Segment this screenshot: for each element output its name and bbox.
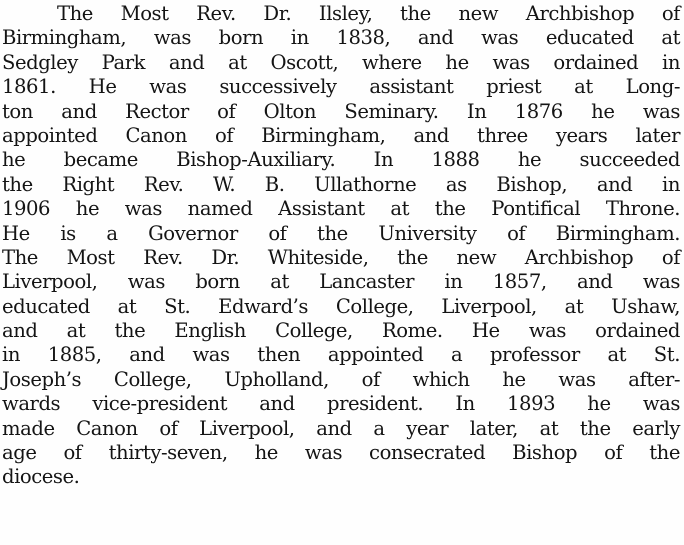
text-line: age of thirty-seven, he was consecrated Bishop of the: [2, 441, 680, 465]
text-line: Joseph’s College, Upholland, of which he was after-: [2, 367, 680, 391]
text-line: made Canon of Liverpool, and a year later, at the early: [2, 416, 680, 440]
text-line: The Most Rev. Dr. Ilsley, the new Archbishop of: [57, 2, 680, 25]
text-line: wards vice-president and president. In 1893 he was: [2, 392, 680, 416]
text-line: the Right Rev. W. B. Ullathorne as Bishop, and in: [2, 172, 680, 196]
text-line: he became Bishop-Auxiliary. In 1888 he succeeded: [2, 148, 680, 172]
text-line: and at the English College, Rome. He was ordained: [2, 319, 680, 343]
text-line: diocese.: [2, 465, 80, 489]
text-line: The Most Rev. Dr. Whiteside, the new Archbishop of: [2, 245, 680, 269]
text-line: educated at St. Edward’s College, Liverpool, at Ushaw,: [2, 294, 680, 318]
text-line: appointed Canon of Birmingham, and three years later: [2, 123, 680, 147]
text-line: He is a Governor of the University of Birmingham.: [2, 221, 680, 245]
text-line: ton and Rector of Olton Seminary. In 1876 he was: [2, 99, 680, 123]
text-line: Sedgley Park and at Oscott, where he was ordained in: [2, 50, 680, 74]
article-text: [2, 2, 680, 490]
text-line: 1906 he was named Assistant at the Pontifical Throne.: [2, 197, 680, 221]
text-line: Birmingham, was born in 1838, and was educated at: [2, 26, 680, 50]
text-line: Liverpool, was born at Lancaster in 1857, and was: [2, 270, 680, 294]
text-line: in 1885, and was then appointed a professor at St.: [2, 343, 680, 367]
text-line: 1861. He was successively assistant priest at Long-: [2, 75, 680, 99]
